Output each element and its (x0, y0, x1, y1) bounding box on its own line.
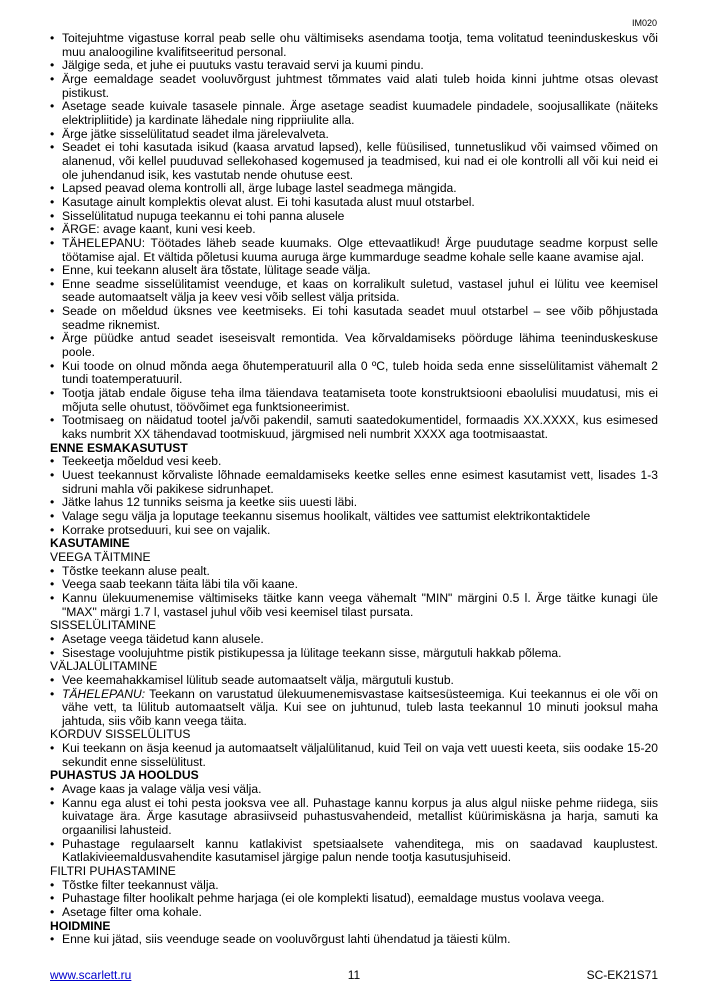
list-item: • Seade on mõeldud üksnes vee keetmiseks. Ei tohi kasutada seadet muul otstarbel – see võib põhjustada seadme riknemist. (50, 305, 658, 332)
switch-off-list (50, 674, 658, 729)
list-item: • Toitejuhtme vigastuse korral peab selle ohu vältimiseks asendama tootja, tema volitatud teeninduskeskus või muu analoogiline kvalifitseeritud personal. (50, 32, 658, 59)
subheading-repeat: KORDUV SISSELÜLITUS (50, 727, 191, 742)
switch-on-list (50, 633, 658, 660)
cleaning-list (50, 783, 658, 865)
model-number: SC-EK21S71 (586, 968, 658, 982)
section-heading-cleaning: PUHASTUS JA HOOLDUS (50, 768, 199, 783)
list-item: • Avage kaas ja valage välja vesi välja. (50, 783, 658, 797)
list-item: • Ärge jätke sisselülitatud seadet ilma järelevalveta. (50, 128, 658, 142)
list-item: • Kui toode on olnud mõnda aega õhutemperatuuril alla 0 ºC, tuleb hoida seda enne sisselülitamist vähemalt 2 tundi toatemperatuuril. (50, 360, 658, 387)
list-item: • Enne kui jätad, siis veenduge seade on vooluvõrgust lahti ühendatud ja täiesti külm. (50, 933, 658, 947)
list-item: • Puhastage regulaarselt kannu katlakivist spetsiaalsete vahenditega, mis on saadavad kauplustest. Katlakivieemaldusvahendite kasutamisel järgige palun nende tootja kasutusjuhiseid. (50, 838, 658, 865)
list-item: • ÄRGE: avage kaant, kuni vesi keeb. (50, 223, 658, 237)
list-item: • Korrake protseduuri, kui see on vajalik. (50, 524, 658, 538)
list-item: • Enne seadme sisselülitamist veenduge, et kaas on korralikult suletud, vastasel juhul ei lülitu vee keemisel seade automaatselt välja ja keev vesi võib sellest välja pritsida. (50, 278, 658, 305)
list-item: • Sisestage voolujuhtme pistik pistikupessa ja lülitage teekann sisse, märgutuli hakkab põlema. (50, 647, 658, 661)
list-item: • Tõstke teekann aluse pealt. (50, 565, 658, 579)
page-footer (50, 968, 658, 982)
list-item: • Veega saab teekann täita läbi tila või kaane. (50, 578, 658, 592)
storage-list (50, 933, 658, 947)
first-use-list (50, 455, 658, 537)
section-heading-storage: HOIDMINE (50, 918, 111, 933)
page-number: 11 (347, 968, 361, 982)
list-item: • Vee keemahakkamisel lülitub seade automaatselt välja, märgutuli kustub. (50, 674, 658, 688)
manual-content (50, 32, 658, 947)
list-item: • Sisselülitatud nupuga teekannu ei tohi panna alusele (50, 210, 658, 224)
filter-list (50, 879, 658, 920)
list-item: • Tõstke filter teekannust välja. (50, 879, 658, 893)
list-item: • Asetage filter oma kohale. (50, 906, 658, 920)
list-item: • Lapsed peavad olema kontrolli all, ärge lubage lastel seadmega mängida. (50, 182, 658, 196)
list-item-attention (50, 688, 658, 729)
subheading-switch-off: VÄLJALÜLITAMINE (50, 659, 158, 674)
list-item: • Valage segu välja ja loputage teekannu sisemus hoolikalt, vältides vee sattumist elektrikontaktidele (50, 510, 658, 524)
attention-text: Teekann on varustatud ülekuumenemisvastase kaitsesüsteemiga. Kui teekannus ei ole või on vähe vett, ta lülitub automaatselt välja. Kui see on juhtunud, tuleb lasta teekannul 10 minuti jooksul maha jahtuda, siis võib kann veega täita. (62, 686, 658, 728)
list-item: • Ärge püüdke antud seadet iseseisvalt remontida. Vea kõrvaldamiseks pöörduge lähima teeninduskeskuse poole. (50, 332, 658, 359)
list-item: • Asetage veega täidetud kann alusele. (50, 633, 658, 647)
subheading-filter: FILTRI PUHASTAMINE (50, 864, 176, 879)
list-item: • Jälgige seda, et juhe ei puutuks vastu teravaid servi ja kuumi pindu. (50, 59, 658, 73)
list-item: • Kannu ega alust ei tohi pesta jooksva vee all. Puhastage kannu korpus ja alus algul niiske pehme riidega, siis kuivatage ära. Ärge kasutage abrasiivseid puhastusvahendeid, metallist küürimiskäsna ja harja, samuti ka orgaanilisi lahusteid. (50, 797, 658, 838)
website-link[interactable]: www.scarlett.ru (50, 968, 132, 982)
list-item: • Ärge eemaldage seadet vooluvõrgust juhtmest tõmmates vaid alati tuleb hoida kinni juhtme otsas olevast pistikust. (50, 73, 658, 100)
section-heading-first-use: ENNE ESMAKASUTUST (50, 440, 188, 455)
list-item: • Tootja jätab endale õiguse teha ilma täiendava teatamiseta toote konstruktsiooni ebaolulisi muudatusi, mis ei mõjuta selle ohutust, töövõimet ega funktsioneerimist. (50, 387, 658, 414)
list-item: • Kui teekann on äsja keenud ja automaatselt väljalülitanud, kuid Teil on vaja vett uuesti keeta, siis oodake 15-20 sekundit enne sisselülitust. (50, 742, 658, 769)
list-item: • TÄHELEPANU: Töötades läheb seade kuumaks. Olge ettevaatlikud! Ärge puudutage seadme korpust selle töötamise ajal. Et vältida põletusi kuuma auruga ärge kummarduge seadme kohale selle kaane avamise ajal. (50, 237, 658, 264)
list-item: • Enne, kui teekann aluselt ära tõstate, lülitage seade välja. (50, 264, 658, 278)
list-item: • Teekeetja mõeldud vesi keeb. (50, 455, 658, 469)
list-item: • Kasutage ainult komplektis olevat alust. Ei tohi kasutada alust muul otstarbel. (50, 196, 658, 210)
list-item: • Tootmisaeg on näidatud tootel ja/või pakendil, samuti saatedokumentidel, formaadis XX.XXXX, kus esimesed kaks numbrit XX tähendavad tootmiskuud, järgmised neli numbrit XXXX aga tootmisaastat. (50, 414, 658, 441)
list-item: • Kannu ülekuumenemise vältimiseks täitke kann veega vähemalt "MIN" märgini 0.5 l. Ärge täitke kunagi üle "MAX" märgi 1.7 l, vastasel juhul võib vesi keemisel tilast pursata. (50, 592, 658, 619)
list-item: • Asetage seade kuivale tasasele pinnale. Ärge asetage seadist kuumadele pindadele, soojusallikate (näiteks elektripliitide) ja kardinate lähedale ning rippriiulite alla. (50, 100, 658, 127)
list-item: • Jätke lahus 12 tunniks seisma ja keetke siis uuesti läbi. (50, 496, 658, 510)
model-code: IM020 (631, 18, 657, 28)
filling-list (50, 565, 658, 620)
repeat-list (50, 742, 658, 769)
subheading-filling: VEEGA TÄITMINE (50, 549, 151, 564)
attention-label: TÄHELEPANU: (62, 686, 146, 701)
list-item: • Uuest teekannust kõrvaliste lõhnade eemaldamiseks keetke selles enne esimest kasutamist vett, lisades 1-3 sidruni mahla või pakikese sidrunhapet. (50, 469, 658, 496)
safety-list (50, 32, 658, 442)
section-heading-usage: KASUTAMINE (50, 536, 130, 551)
list-item: • Puhastage filter hoolikalt pehme harjaga (ei ole komplekti lisatud), eemaldage mustus voolava veega. (50, 892, 658, 906)
list-item: • Seadet ei tohi kasutada isikud (kaasa arvatud lapsed), kelle füüsilised, tunnetuslikud või vaimsed võimed on alanenud, või kellel puuduvad sellekohased kogemused ja teadmised, kui nad ei ole kontrolli all või kui neid ei ole juhendanud isik, kes vastutab nende ohutuse eest. (50, 141, 658, 182)
subheading-switch-on: SISSELÜLITAMINE (50, 618, 156, 633)
